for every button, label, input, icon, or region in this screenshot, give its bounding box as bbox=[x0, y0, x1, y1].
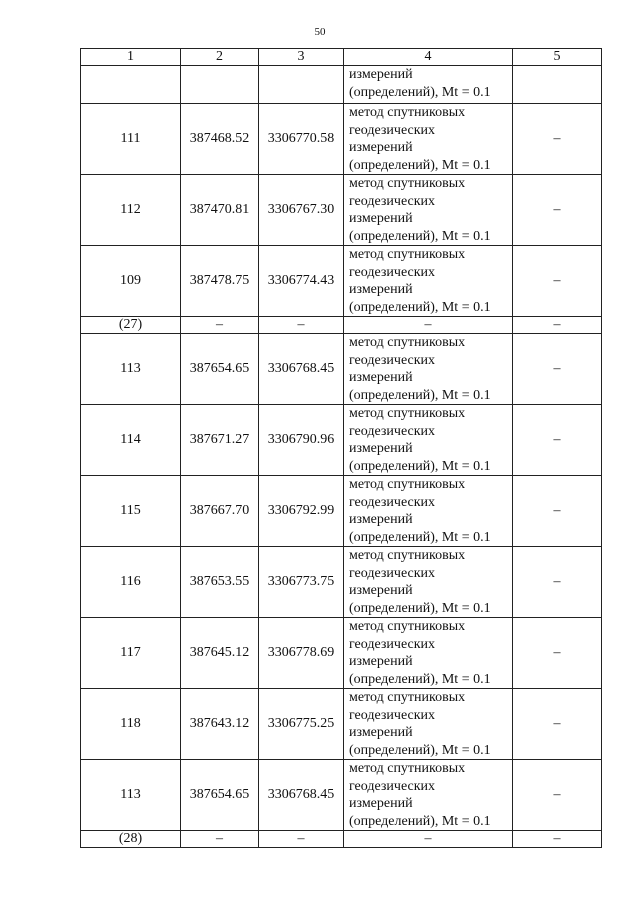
method-line: (определений), Mt = 0.1 bbox=[349, 600, 491, 616]
coordinate-y: 3306775.25 bbox=[259, 689, 344, 760]
column-5 bbox=[513, 66, 602, 104]
method-line: измерений bbox=[349, 512, 413, 527]
point-number: 114 bbox=[81, 405, 181, 476]
method-description bbox=[344, 476, 513, 547]
method-line: метод спутниковых bbox=[349, 406, 466, 421]
method-line: метод спутниковых bbox=[349, 619, 466, 634]
coordinate-y: 3306774.43 bbox=[259, 246, 344, 317]
method-line: измерений bbox=[349, 796, 413, 811]
coordinate-x: – bbox=[181, 831, 259, 848]
method-line: измерений bbox=[349, 67, 413, 82]
header-row bbox=[81, 49, 602, 66]
table-row bbox=[81, 334, 602, 405]
method-line: геодезических bbox=[349, 778, 436, 794]
method-line: измерений bbox=[349, 140, 413, 155]
method-line: (определений), Mt = 0.1 bbox=[349, 529, 491, 545]
coordinate-y: 3306768.45 bbox=[259, 334, 344, 405]
column-5: – bbox=[513, 760, 602, 831]
coordinate-x: 387654.65 bbox=[181, 334, 259, 405]
method-line: метод спутниковых bbox=[349, 548, 466, 563]
column-5: – bbox=[513, 317, 602, 334]
method-description bbox=[344, 104, 513, 175]
method-description bbox=[344, 334, 513, 405]
method-description bbox=[344, 547, 513, 618]
point-number: 118 bbox=[81, 689, 181, 760]
method-line: геодезических bbox=[349, 494, 436, 510]
coordinate-x: – bbox=[181, 317, 259, 334]
method-line: (определений), Mt = 0.1 bbox=[349, 299, 491, 315]
method-line: геодезических bbox=[349, 423, 436, 439]
coordinate-y: 3306792.99 bbox=[259, 476, 344, 547]
coordinate-y: 3306768.45 bbox=[259, 760, 344, 831]
method-line: геодезических bbox=[349, 352, 436, 368]
method-line: (определений), Mt = 0.1 bbox=[349, 742, 491, 758]
method-line: измерений bbox=[349, 583, 413, 598]
column-5: – bbox=[513, 476, 602, 547]
header-cell: 1 bbox=[81, 49, 181, 66]
coordinate-x: 387470.81 bbox=[181, 175, 259, 246]
coordinate-x: 387468.52 bbox=[181, 104, 259, 175]
method-line: – bbox=[424, 317, 432, 332]
method-description bbox=[344, 175, 513, 246]
coordinate-y: 3306778.69 bbox=[259, 618, 344, 689]
table-row bbox=[81, 175, 602, 246]
column-5: – bbox=[513, 618, 602, 689]
coordinate-x: 387671.27 bbox=[181, 405, 259, 476]
method-line: геодезических bbox=[349, 193, 436, 209]
method-line: измерений bbox=[349, 282, 413, 297]
method-line: (определений), Mt = 0.1 bbox=[349, 157, 491, 173]
table-row bbox=[81, 618, 602, 689]
contour-separator-row bbox=[81, 831, 602, 848]
method-line: измерений bbox=[349, 725, 413, 740]
method-description bbox=[344, 760, 513, 831]
coordinate-x bbox=[181, 66, 259, 104]
column-5: – bbox=[513, 547, 602, 618]
method-description bbox=[344, 831, 513, 848]
method-description bbox=[344, 246, 513, 317]
method-line: (определений), Mt = 0.1 bbox=[349, 671, 491, 687]
coordinate-x: 387667.70 bbox=[181, 476, 259, 547]
method-line: измерений bbox=[349, 211, 413, 226]
point-number: 113 bbox=[81, 760, 181, 831]
method-line: метод спутниковых bbox=[349, 247, 466, 262]
table-row bbox=[81, 760, 602, 831]
point-number: 116 bbox=[81, 547, 181, 618]
method-line: метод спутниковых bbox=[349, 105, 466, 120]
coordinate-x: 387653.55 bbox=[181, 547, 259, 618]
column-5: – bbox=[513, 689, 602, 760]
method-line: метод спутниковых bbox=[349, 761, 466, 776]
table-row bbox=[81, 104, 602, 175]
coordinate-y: – bbox=[259, 831, 344, 848]
method-line: (определений), Mt = 0.1 bbox=[349, 458, 491, 474]
method-description bbox=[344, 66, 513, 104]
column-5: – bbox=[513, 175, 602, 246]
method-line: метод спутниковых bbox=[349, 690, 466, 705]
method-description bbox=[344, 317, 513, 334]
method-line: (определений), Mt = 0.1 bbox=[349, 813, 491, 829]
method-line: геодезических bbox=[349, 636, 436, 652]
coordinate-x: 387643.12 bbox=[181, 689, 259, 760]
table-row bbox=[81, 476, 602, 547]
continuation-row bbox=[81, 66, 602, 104]
method-line: метод спутниковых bbox=[349, 335, 466, 350]
point-number: (28) bbox=[81, 831, 181, 848]
coordinate-x: 387654.65 bbox=[181, 760, 259, 831]
point-number: 113 bbox=[81, 334, 181, 405]
point-number: 111 bbox=[81, 104, 181, 175]
method-line: – bbox=[424, 831, 432, 846]
header-cell: 5 bbox=[513, 49, 602, 66]
table-row bbox=[81, 689, 602, 760]
point-number: 112 bbox=[81, 175, 181, 246]
coordinate-y bbox=[259, 66, 344, 104]
method-line: метод спутниковых bbox=[349, 176, 466, 191]
column-5: – bbox=[513, 831, 602, 848]
coordinate-y: 3306770.58 bbox=[259, 104, 344, 175]
table-row bbox=[81, 405, 602, 476]
header-cell: 2 bbox=[181, 49, 259, 66]
method-description bbox=[344, 689, 513, 760]
method-description bbox=[344, 405, 513, 476]
method-line: геодезических bbox=[349, 264, 436, 280]
method-line: измерений bbox=[349, 441, 413, 456]
column-5: – bbox=[513, 405, 602, 476]
method-line: геодезических bbox=[349, 122, 436, 138]
method-line: (определений), Mt = 0.1 bbox=[349, 387, 491, 403]
coordinate-y: 3306773.75 bbox=[259, 547, 344, 618]
header-cell: 3 bbox=[259, 49, 344, 66]
page-number: 50 bbox=[314, 26, 326, 38]
table-row bbox=[81, 246, 602, 317]
method-line: геодезических bbox=[349, 565, 436, 581]
method-line: метод спутниковых bbox=[349, 477, 466, 492]
method-line: (определений), Mt = 0.1 bbox=[349, 228, 491, 244]
coordinates-table bbox=[80, 48, 602, 848]
point-number bbox=[81, 66, 181, 104]
coordinate-y: 3306767.30 bbox=[259, 175, 344, 246]
column-5: – bbox=[513, 334, 602, 405]
method-line: измерений bbox=[349, 370, 413, 385]
point-number: 117 bbox=[81, 618, 181, 689]
table-row bbox=[81, 547, 602, 618]
point-number: 109 bbox=[81, 246, 181, 317]
coordinate-y: – bbox=[259, 317, 344, 334]
method-line: (определений), Mt = 0.1 bbox=[349, 84, 491, 100]
point-number: (27) bbox=[81, 317, 181, 334]
coordinate-x: 387645.12 bbox=[181, 618, 259, 689]
column-5: – bbox=[513, 104, 602, 175]
method-line: измерений bbox=[349, 654, 413, 669]
header-cell: 4 bbox=[344, 49, 513, 66]
coordinate-x: 387478.75 bbox=[181, 246, 259, 317]
contour-separator-row bbox=[81, 317, 602, 334]
method-description bbox=[344, 618, 513, 689]
method-line: геодезических bbox=[349, 707, 436, 723]
coordinate-y: 3306790.96 bbox=[259, 405, 344, 476]
column-5: – bbox=[513, 246, 602, 317]
point-number: 115 bbox=[81, 476, 181, 547]
